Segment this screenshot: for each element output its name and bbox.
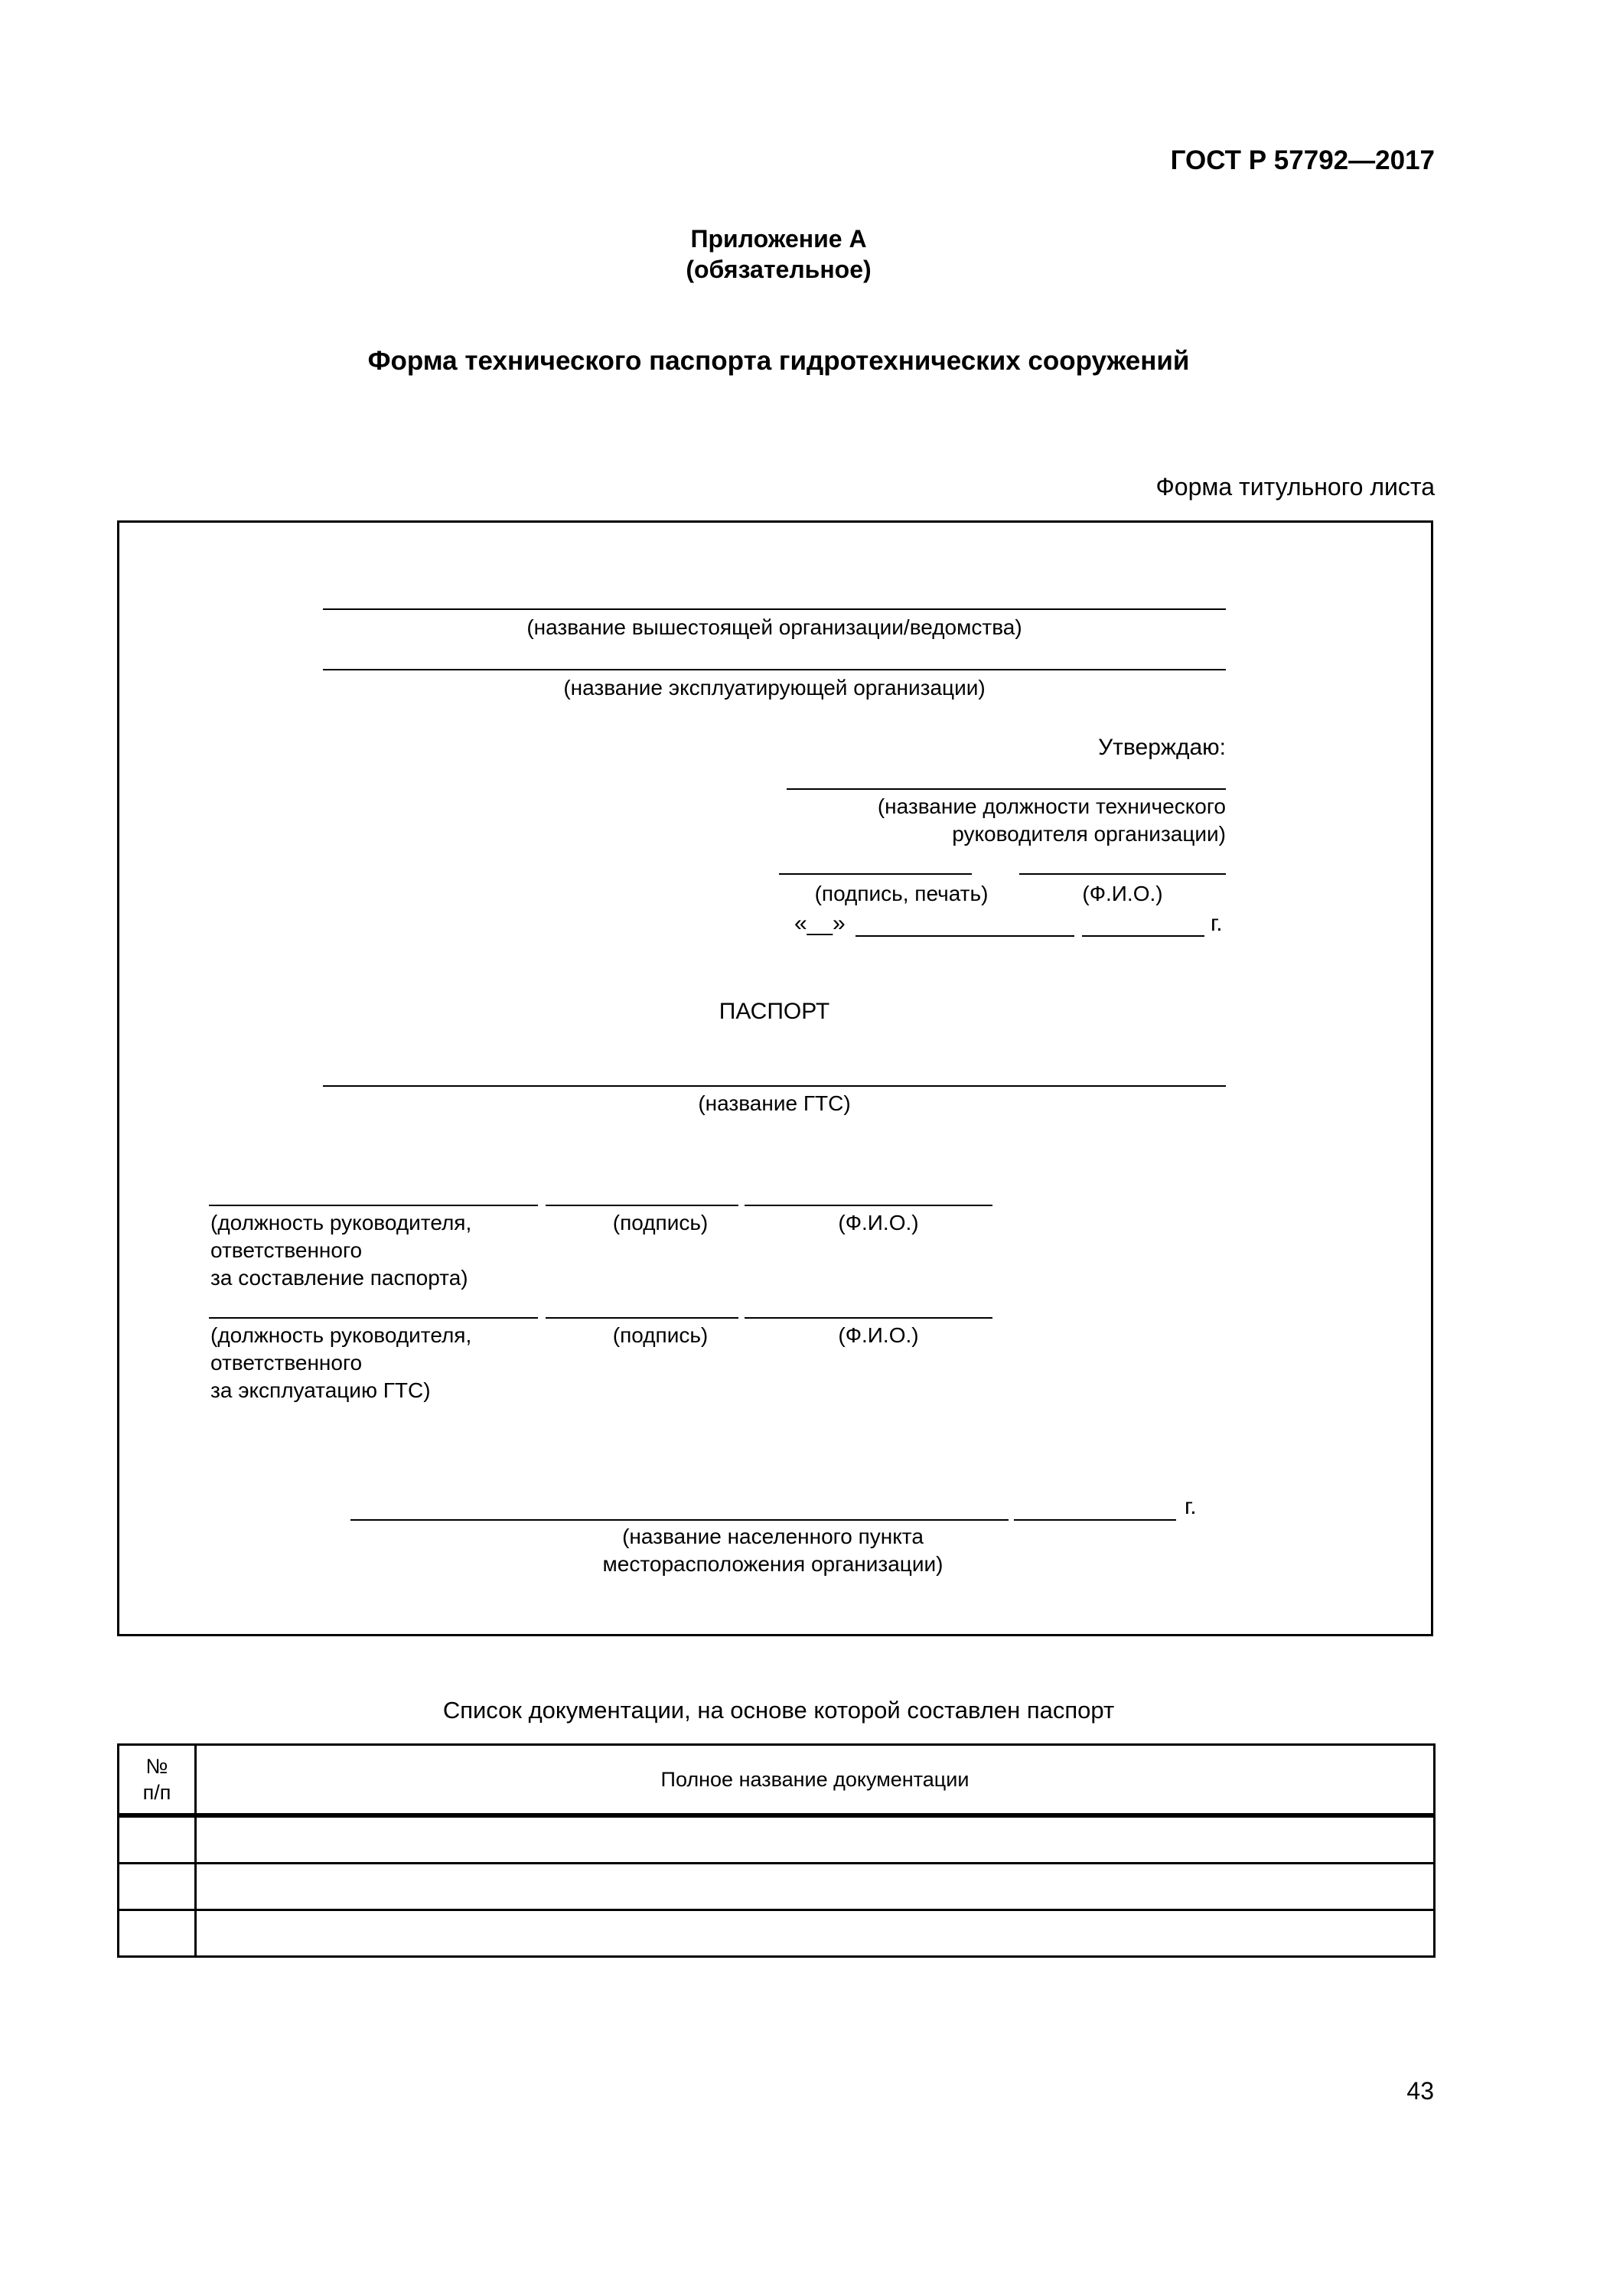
approval-day-field: «__»: [794, 911, 846, 936]
operator-position-line: [209, 1317, 538, 1319]
operator-signature-caption: (подпись): [612, 1323, 709, 1347]
documentation-list-title: Список документации, на основе которой составлен паспорт: [442, 1697, 1115, 1724]
hts-name-line: [323, 1085, 1226, 1087]
approval-month-line: [855, 935, 1074, 937]
compiler-fio-line: [745, 1205, 992, 1206]
parent-org-caption: (название вышестоящей организации/ведомства): [526, 615, 1022, 639]
compiler-signature-caption: (подпись): [612, 1211, 709, 1234]
compiler-position-caption-1: (должность руководителя,: [210, 1211, 472, 1234]
annex-status: (обязательное): [686, 256, 872, 283]
approve-label: Утверждаю:: [1098, 735, 1226, 760]
table-cell-number: [119, 1910, 196, 1957]
locality-line: [350, 1519, 1009, 1521]
column-header-number-line-2: п/п: [142, 1781, 171, 1804]
table-cell-name: [196, 1864, 1435, 1910]
column-header-number-line-1: №: [145, 1755, 168, 1778]
page-number: 43: [1406, 2077, 1434, 2105]
locality-caption-1: (название населенного пункта: [622, 1525, 924, 1548]
table-header-row: [119, 1745, 1435, 1816]
parent-org-line: [323, 608, 1226, 610]
approver-position-caption-2: руководителя организации): [952, 822, 1226, 846]
table-row: [119, 1815, 1435, 1864]
operator-fio-line: [745, 1317, 992, 1319]
table-row: [119, 1864, 1435, 1910]
approval-year-suffix: г.: [1211, 911, 1223, 936]
column-header-number: [119, 1745, 196, 1816]
operator-position-caption-2: ответственного: [210, 1351, 363, 1375]
operator-fio-caption: (Ф.И.О.): [838, 1323, 919, 1347]
compiler-signature-line: [546, 1205, 738, 1206]
approver-signature-line: [779, 873, 972, 875]
approver-position-line: [787, 788, 1226, 790]
table-cell-name: [196, 1910, 1435, 1957]
annex-title: Приложение А: [690, 225, 867, 253]
operator-position-caption-1: (должность руководителя,: [210, 1323, 472, 1347]
passport-heading: ПАСПОРТ: [719, 999, 830, 1024]
operator-position-caption-3: за эксплуатацию ГТС): [210, 1378, 431, 1402]
operator-signature-line: [546, 1317, 738, 1319]
documentation-table: [117, 1743, 1436, 1958]
table-cell-number: [119, 1864, 196, 1910]
hts-name-caption: (название ГТС): [698, 1091, 851, 1115]
form-title: Форма технического паспорта гидротехнических сооружений: [367, 346, 1190, 376]
approver-fio-line: [1019, 873, 1226, 875]
approver-position-caption-1: (название должности технического: [877, 794, 1226, 818]
operating-org-caption: (название эксплуатирующей организации): [563, 676, 986, 700]
locality-year-suffix: г.: [1185, 1494, 1197, 1519]
compiler-position-caption-3: за составление паспорта): [210, 1266, 468, 1290]
approver-fio-caption: (Ф.И.О.): [1082, 882, 1163, 905]
column-header-name: Полное название документации: [196, 1745, 1435, 1816]
document-number: ГОСТ Р 57792—2017: [1170, 145, 1435, 175]
locality-caption-2: месторасположения организации): [602, 1552, 943, 1576]
compiler-position-caption-2: ответственного: [210, 1238, 363, 1262]
locality-year-line: [1014, 1519, 1176, 1521]
compiler-position-line: [209, 1205, 538, 1206]
table-cell-name: [196, 1815, 1435, 1864]
sheet-label: Форма титульного листа: [1155, 473, 1435, 501]
approval-year-line: [1082, 935, 1204, 937]
table-row: [119, 1910, 1435, 1957]
approver-signature-caption: (подпись, печать): [814, 882, 989, 905]
compiler-fio-caption: (Ф.И.О.): [838, 1211, 919, 1234]
table-cell-number: [119, 1815, 196, 1864]
operating-org-line: [323, 669, 1226, 670]
